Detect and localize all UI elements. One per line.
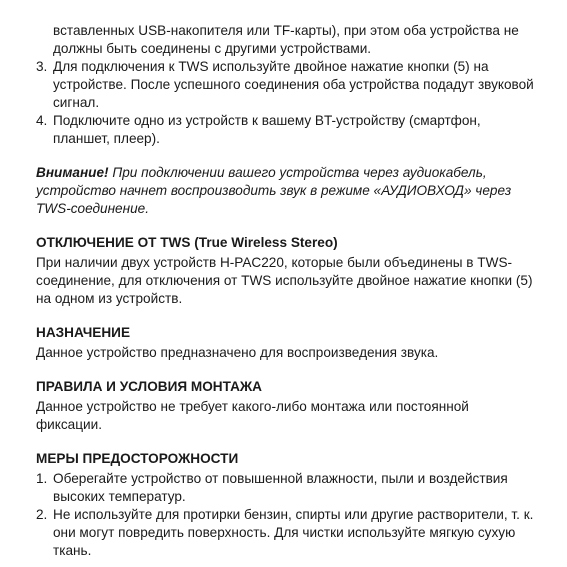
list-item bbox=[36, 22, 536, 58]
list-item-number: 1. bbox=[36, 471, 48, 486]
list-item bbox=[36, 58, 536, 112]
list-item-text: Для подключения к TWS используйте двойное нажатие кнопки (5) на устройстве. После успешного соединения оба устройства подадут звуковой сигнал. bbox=[53, 59, 534, 110]
list-item bbox=[36, 470, 536, 506]
connection-steps-list bbox=[36, 22, 536, 148]
manual-page bbox=[36, 22, 536, 560]
list-item-number: 4. bbox=[36, 113, 48, 128]
list-item-number: 3. bbox=[36, 59, 48, 74]
section-title-precautions: МЕРЫ ПРЕДОСТОРОЖНОСТИ bbox=[36, 451, 239, 466]
section-title-purpose: НАЗНАЧЕНИЕ bbox=[36, 325, 131, 340]
section-title-mounting: ПРАВИЛА И УСЛОВИЯ МОНТАЖА bbox=[36, 379, 262, 394]
list-item bbox=[36, 112, 536, 148]
list-item-text: Не используйте для протирки бензин, спирты или другие растворители, т. к. они могут повредить поверхность. Для чистки используйте мягкую сухую ткань. bbox=[53, 507, 534, 558]
precautions-list bbox=[36, 470, 536, 560]
warning-note bbox=[36, 164, 536, 218]
section-body-tws-off: При наличии двух устройств H-PAC220, которые были объединены в TWS-соединение, для отключения от TWS используйте двойное нажатие кнопки (5) на одном из устройств. bbox=[36, 255, 533, 306]
list-item-text: Оберегайте устройство от повышенной влажности, пыли и воздействия высоких температур. bbox=[53, 471, 508, 504]
list-item-text: вставленных USB-накопителя или TF-карты), при этом оба устройства не должны быть соединены с другими устройствами. bbox=[53, 23, 519, 56]
warning-text: При подключении вашего устройства через аудиокабель, устройство начнет воспроизводить звук в режиме «АУДИОВХОД» через TWS-соединение. bbox=[36, 165, 512, 216]
list-item-number: 2. bbox=[36, 507, 48, 522]
warning-label: Внимание! bbox=[36, 165, 109, 180]
section-body-mounting: Данное устройство не требует какого-либо монтажа или постоянной фиксации. bbox=[36, 399, 469, 432]
section-body-purpose: Данное устройство предназначено для воспроизведения звука. bbox=[36, 345, 439, 360]
list-item bbox=[36, 506, 536, 560]
list-item-text: Подключите одно из устройств к вашему BT-устройству (смартфон, планшет, плеер). bbox=[53, 113, 481, 146]
section-title-tws-off: ОТКЛЮЧЕНИЕ ОТ TWS (True Wireless Stereo) bbox=[36, 235, 338, 250]
